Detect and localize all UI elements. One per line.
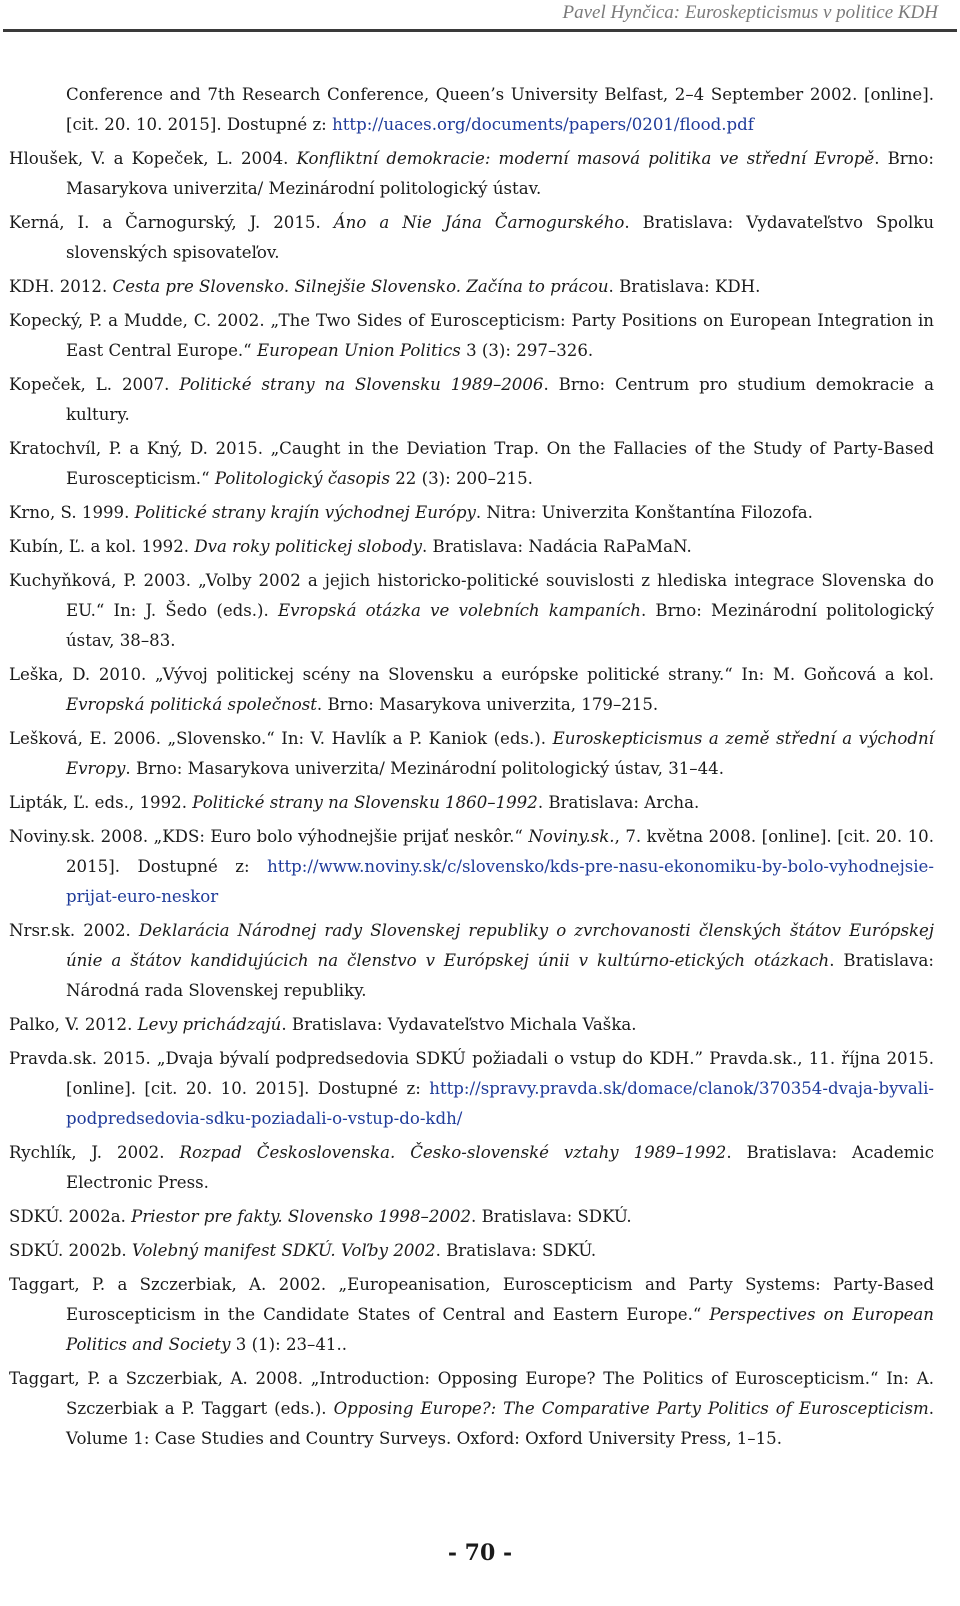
- reference-text: Lipták, Ľ. eds., 1992.: [9, 793, 193, 812]
- reference-text: Kratochvíl, P. a Kný, D. 2015. „Caught in the Deviation Trap. On the Fallacies of the Study of Party-Based Euroscepticism.“: [9, 439, 934, 488]
- reference-title: Evropská otázka ve volebních kampaních: [278, 601, 641, 620]
- reference-text: . Bratislava: Národná rada Slovenskej republiky.: [66, 951, 934, 1000]
- reference-title: Deklarácia Národnej rady Slovenskej republiky o zvrchovanosti členských štátov Európskej únie a štátov kandidujúcich na členstvo v Európskej únii v kultúrno-etických otázkach: [66, 921, 935, 970]
- reference-text: . Bratislava: SDKÚ.: [435, 1241, 597, 1260]
- reference-text: , 7. května 2008. [online]. [cit. 20. 10. 2015]. Dostupné z:: [66, 827, 934, 876]
- page-number: - 70 -: [447, 1540, 513, 1566]
- reference-title: Politologický časopis: [214, 469, 390, 488]
- header-divider: [3, 29, 957, 32]
- reference-entry: [9, 1044, 934, 1134]
- reference-title: Politické strany na Slovensku 1860–1992: [192, 793, 538, 812]
- reference-text: SDKÚ. 2002a.: [9, 1207, 132, 1226]
- reference-entry: [9, 80, 934, 140]
- reference-text: Palko, V. 2012.: [9, 1015, 138, 1034]
- reference-text: . Bratislava: Vydavateľstvo Spolku slovenských spisovateľov.: [66, 213, 935, 262]
- reference-entry: [9, 1364, 934, 1454]
- reference-entry: [9, 724, 934, 784]
- reference-text: Lešková, E. 2006. „Slovensko.“ In: V. Havlík a P. Kaniok (eds.).: [9, 729, 553, 748]
- reference-entry: [9, 144, 934, 204]
- reference-title: Euroskepticismus a země střední a východní Evropy: [66, 729, 934, 778]
- reference-text: . Bratislava: Archa.: [537, 793, 700, 812]
- reference-title: European Union Politics: [256, 341, 461, 360]
- reference-entry: [9, 1236, 934, 1266]
- reference-link[interactable]: http://uaces.org/documents/papers/0201/flood.pdf: [332, 115, 754, 134]
- reference-text: Kerná, I. a Čarnogurský, J. 2015.: [9, 213, 334, 232]
- reference-text: Rychlík, J. 2002.: [9, 1143, 180, 1162]
- reference-entry: [9, 1138, 934, 1198]
- reference-text: Kopecký, P. a Mudde, C. 2002. „The Two Sides of Euroscepticism: Party Positions on European Integration in East Central Europe.“: [9, 311, 934, 360]
- reference-title: Rozpad Československa. Česko-slovenské vztahy 1989–1992: [179, 1143, 727, 1162]
- reference-text: KDH. 2012.: [9, 277, 113, 296]
- reference-text: Kubín, Ľ. a kol. 1992.: [9, 537, 195, 556]
- reference-text: . Bratislava: SDKÚ.: [471, 1207, 632, 1226]
- reference-title: Levy prichádzajú: [137, 1015, 282, 1034]
- reference-text: . Bratislava: KDH.: [608, 277, 761, 296]
- reference-entry: [9, 660, 934, 720]
- reference-entry: [9, 498, 934, 528]
- reference-text: Hloušek, V. a Kopeček, L. 2004.: [9, 149, 297, 168]
- reference-text: Taggart, P. a Szczerbiak, A. 2008. „Introduction: Opposing Europe? The Politics of Euroscepticism.“ In: A. Szczerbiak a P. Taggart (eds.).: [9, 1369, 934, 1418]
- reference-entry: [9, 788, 934, 818]
- reference-link[interactable]: http://spravy.pravda.sk/domace/clanok/370354-dvaja-byvali-podpredsedovia-sdku-poziadali-o-vstup-do-kdh/: [66, 1079, 934, 1128]
- reference-text: . Brno: Masarykova univerzita, 179–215.: [316, 695, 659, 714]
- reference-entry: [9, 306, 934, 366]
- reference-title: Opposing Europe?: The Comparative Party Politics of Euroscepticism: [333, 1399, 929, 1418]
- reference-text: . Brno: Centrum pro studium demokracie a kultury.: [66, 375, 934, 424]
- reference-title: Noviny.sk.: [528, 827, 615, 846]
- reference-title: Politické strany na Slovensku 1989–2006: [179, 375, 544, 394]
- reference-title: Áno a Nie Jána Čarnogurského: [333, 213, 625, 232]
- page-header: [0, 0, 960, 34]
- reference-title: Cesta pre Slovensko. Silnejšie Slovensko. Začína to prácou: [112, 277, 609, 296]
- reference-link[interactable]: http://www.noviny.sk/c/slovensko/kds-pre-nasu-ekonomiku-by-bolo-vyhodnejsie-prijat-euro-neskor: [66, 857, 934, 906]
- reference-title: Perspectives on European Politics and Society: [66, 1305, 934, 1354]
- reference-entry: [9, 1270, 934, 1360]
- running-title: Pavel Hynčica: Euroskepticismus v politice KDH: [562, 2, 938, 23]
- reference-text: Taggart, P. a Szczerbiak, A. 2002. „Europeanisation, Euroscepticism and Party Systems: Party-Based Euroscepticism in the Candidate States of Central and Eastern Europe.“: [9, 1275, 934, 1324]
- reference-text: . Bratislava: Vydavateľstvo Michala Vaška.: [281, 1015, 637, 1034]
- reference-text: Pravda.sk. 2015. „Dvaja bývalí podpredsedovia SDKÚ požiadali o vstup do KDH.” Pravda.sk., 11. října 2015. [online]. [cit. 20. 10. 2015]. Dostupné z:: [9, 1049, 934, 1098]
- reference-entry: [9, 370, 934, 430]
- reference-text: 3 (1): 23–41..: [230, 1335, 348, 1354]
- reference-text: Nrsr.sk. 2002.: [9, 921, 139, 940]
- reference-entry: [9, 434, 934, 494]
- reference-entry: [9, 566, 934, 656]
- reference-text: . Brno: Masarykova univerzita/ Mezinárodní politologický ústav, 31–44.: [125, 759, 724, 778]
- reference-text: Krno, S. 1999.: [9, 503, 135, 522]
- reference-list: [9, 80, 934, 1458]
- reference-text: Leška, D. 2010. „Vývoj politickej scény na Slovensku a európske politické strany.“ In: M. Goňcová a kol.: [9, 665, 934, 684]
- reference-title: Konfliktní demokracie: moderní masová politika ve střední Evropě: [296, 149, 875, 168]
- reference-text: . Bratislava: Nadácia RaPaMaN.: [422, 537, 692, 556]
- reference-title: Evropská politická společnost: [66, 695, 317, 714]
- reference-entry: [9, 1010, 934, 1040]
- reference-entry: [9, 822, 934, 912]
- reference-entry: [9, 208, 934, 268]
- reference-text: Noviny.sk. 2008. „KDS: Euro bolo výhodnejšie prijať neskôr.“: [9, 827, 529, 846]
- reference-entry: [9, 916, 934, 1006]
- reference-text: Kuchyňková, P. 2003. „Volby 2002 a jejich historicko-politické souvislosti z hlediska integrace Slovenska do EU.“ In: J. Šedo (eds.).: [9, 571, 934, 620]
- reference-text: . Brno: Masarykova univerzita/ Mezinárodní politologický ústav.: [66, 149, 934, 198]
- reference-text: . Volume 1: Case Studies and Country Surveys. Oxford: Oxford University Press, 1–15.: [66, 1399, 935, 1448]
- reference-title: Politické strany krajín východnej Európy: [134, 503, 476, 522]
- reference-title: Priestor pre fakty. Slovensko 1998–2002: [131, 1207, 472, 1226]
- reference-entry: [9, 272, 934, 302]
- reference-title: Volebný manifest SDKÚ. Voľby 2002: [131, 1241, 436, 1260]
- reference-text: Conference and 7th Research Conference, Queen’s University Belfast, 2–4 September 2002. [online]. [cit. 20. 10. 2015]. Dostupné z:: [66, 85, 934, 134]
- reference-text: . Bratislava: Academic Electronic Press.: [66, 1143, 935, 1192]
- reference-text: 3 (3): 297–326.: [460, 341, 594, 360]
- reference-entry: [9, 532, 934, 562]
- reference-entry: [9, 1202, 934, 1232]
- reference-text: 22 (3): 200–215.: [389, 469, 533, 488]
- reference-text: Kopeček, L. 2007.: [9, 375, 180, 394]
- reference-text: . Nitra: Univerzita Konštantína Filozofa.: [475, 503, 813, 522]
- reference-text: . Brno: Mezinárodní politologický ústav, 38–83.: [66, 601, 934, 650]
- reference-title: Dva roky politickej slobody: [194, 537, 422, 556]
- reference-text: SDKÚ. 2002b.: [9, 1241, 132, 1260]
